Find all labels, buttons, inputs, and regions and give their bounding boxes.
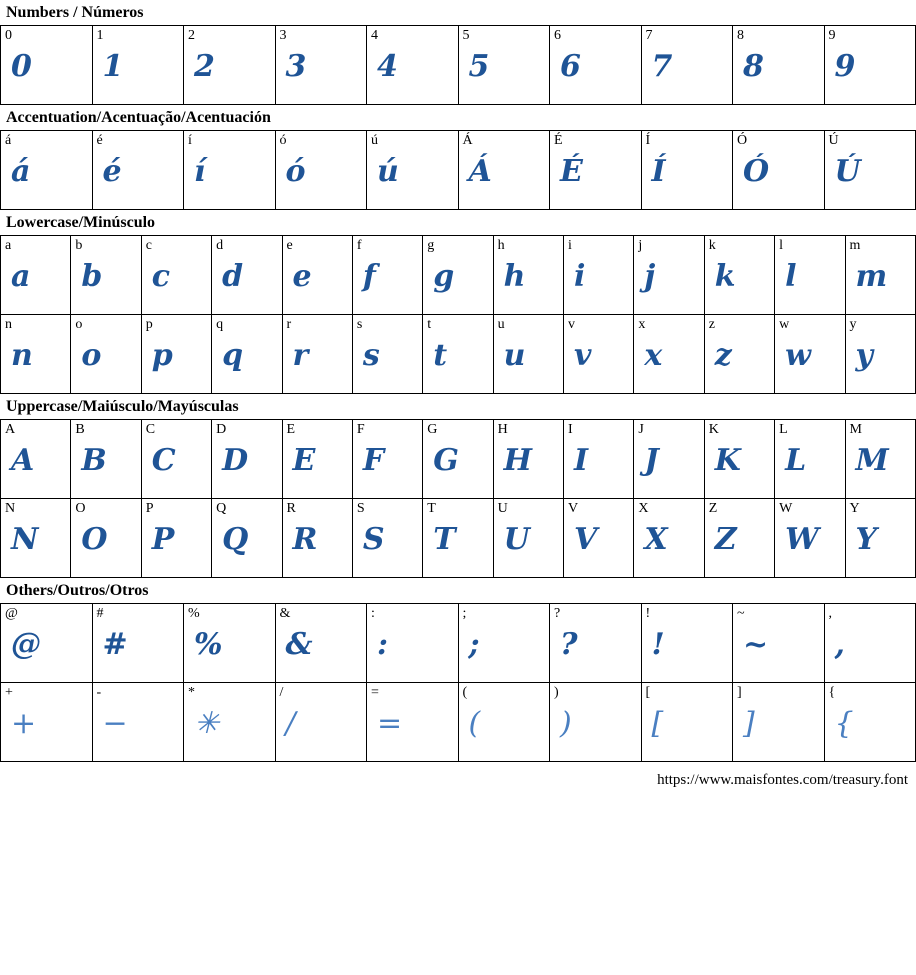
glyph-char-label: f <box>356 238 362 253</box>
glyph-sample: 7 <box>651 49 673 84</box>
glyph-sample: Ú <box>834 154 861 189</box>
glyph-char-label: m <box>849 238 861 253</box>
glyph-sample: N <box>11 522 39 557</box>
glyph-sample: 8 <box>743 49 764 84</box>
glyph-char-label: 7 <box>645 28 653 43</box>
glyph-cell[interactable] <box>493 315 563 394</box>
glyph-char-label: D <box>216 422 227 437</box>
glyph-cell[interactable] <box>282 315 352 394</box>
glyph-cell[interactable] <box>184 26 276 105</box>
glyph-sample: A <box>11 443 35 478</box>
glyph-char-label: í <box>188 133 192 148</box>
glyph-char-label: @ <box>5 606 18 621</box>
glyph-sample: X <box>644 522 668 557</box>
glyph-char-label: v <box>568 317 575 332</box>
glyph-char-label: & <box>279 606 291 621</box>
glyph-char-label: P <box>145 501 154 516</box>
glyph-sample: @ <box>11 627 41 662</box>
glyph-cell[interactable] <box>184 604 276 683</box>
glyph-sample: d <box>222 259 244 294</box>
glyph-cell[interactable] <box>71 236 141 315</box>
glyph-cell[interactable] <box>733 683 825 762</box>
glyph-sample: P <box>151 522 175 557</box>
glyph-sample: É <box>560 154 583 189</box>
glyph-char-label: M <box>849 422 862 437</box>
glyph-char-label: X <box>638 501 649 516</box>
glyph-row <box>1 420 916 499</box>
glyph-sample: I <box>574 443 589 478</box>
glyph-cell[interactable] <box>1 131 93 210</box>
glyph-sample: w <box>785 338 811 373</box>
glyph-sample: D <box>222 443 249 478</box>
glyph-sample: ? <box>560 627 578 662</box>
glyph-char-label: á <box>5 133 12 148</box>
glyph-sample: Á <box>468 154 492 189</box>
glyph-sample: T <box>433 522 456 557</box>
glyph-sample: o <box>81 338 102 373</box>
glyph-sample: # <box>102 627 128 662</box>
glyph-cell[interactable] <box>367 683 459 762</box>
glyph-cell[interactable] <box>1 315 71 394</box>
glyph-char-label: 1 <box>96 28 104 43</box>
glyph-sample: 9 <box>834 49 856 84</box>
glyph-sample: ó <box>285 154 306 189</box>
glyph-sample: v <box>574 338 592 373</box>
glyph-sample: K <box>714 443 741 478</box>
glyph-cell[interactable] <box>352 315 422 394</box>
glyph-char-label: ~ <box>737 606 745 621</box>
glyph-sample: Z <box>714 522 737 557</box>
glyph-cell[interactable] <box>564 315 634 394</box>
glyph-cell[interactable] <box>92 604 184 683</box>
glyph-sample: C <box>151 443 176 478</box>
glyph-char-label: i <box>568 238 572 253</box>
glyph-cell[interactable] <box>493 499 563 578</box>
glyph-char-label: z <box>708 317 715 332</box>
glyph-sample: − <box>102 706 128 741</box>
glyph-sample: 6 <box>560 49 581 84</box>
glyph-cell[interactable] <box>458 131 550 210</box>
glyph-char-label: % <box>188 606 200 621</box>
glyph-cell[interactable] <box>423 315 493 394</box>
glyph-sample: q <box>222 338 244 373</box>
glyph-cell[interactable] <box>634 420 704 499</box>
glyph-table <box>0 235 916 394</box>
glyph-char-label: ( <box>462 685 468 700</box>
glyph-char-label: 4 <box>371 28 378 43</box>
glyph-cell[interactable] <box>634 236 704 315</box>
glyph-cell[interactable] <box>845 315 916 394</box>
glyph-sample: / <box>285 706 296 741</box>
glyph-cell[interactable] <box>92 683 184 762</box>
glyph-sample: ! <box>651 627 665 662</box>
glyph-char-label: Z <box>708 501 718 516</box>
glyph-sample: á <box>11 154 31 189</box>
glyph-char-label: E <box>286 422 296 437</box>
glyph-sample: ) <box>560 706 572 741</box>
glyph-cell[interactable] <box>423 499 493 578</box>
glyph-char-label: , <box>828 606 832 621</box>
glyph-char-label: L <box>779 422 788 437</box>
glyph-sample: V <box>574 522 598 557</box>
glyph-char-label: a <box>5 238 12 253</box>
glyph-char-label: 6 <box>554 28 561 43</box>
glyph-char-label: C <box>145 422 156 437</box>
glyph-sample: ú <box>377 154 399 189</box>
glyph-sample: F <box>362 443 385 478</box>
glyph-sample: R <box>292 522 318 557</box>
glyph-cell[interactable] <box>458 604 550 683</box>
glyph-char-label: g <box>427 238 435 253</box>
glyph-cell[interactable] <box>564 420 634 499</box>
glyph-cell[interactable] <box>282 420 352 499</box>
glyph-char-label: * <box>188 685 195 700</box>
glyph-char-label: q <box>216 317 224 332</box>
glyph-char-label: é <box>96 133 103 148</box>
glyph-sample: e <box>292 259 312 294</box>
glyph-char-label: u <box>497 317 505 332</box>
glyph-cell[interactable] <box>1 683 93 762</box>
glyph-sample: E <box>292 443 316 478</box>
glyph-sample: Í <box>651 154 666 189</box>
glyph-cell[interactable] <box>212 499 282 578</box>
glyph-sample: p <box>151 338 173 373</box>
glyph-cell[interactable] <box>275 26 367 105</box>
glyph-char-label: ; <box>462 606 467 621</box>
glyph-cell[interactable] <box>775 236 845 315</box>
glyph-char-label: 8 <box>737 28 744 43</box>
glyph-sample: b <box>81 259 103 294</box>
glyph-char-label: n <box>5 317 12 332</box>
glyph-cell[interactable] <box>845 420 916 499</box>
glyph-sample: í <box>194 154 206 189</box>
glyph-sample: S <box>362 522 385 557</box>
glyph-char-label: # <box>96 606 104 621</box>
glyph-sample: : <box>377 627 389 662</box>
glyph-char-label: l <box>779 238 784 253</box>
glyph-char-label: O <box>75 501 86 516</box>
glyph-char-label: T <box>427 501 436 516</box>
glyph-sample: ] <box>743 706 755 741</box>
glyph-cell[interactable] <box>184 131 276 210</box>
glyph-cell[interactable] <box>71 315 141 394</box>
glyph-cell[interactable] <box>71 499 141 578</box>
glyph-cell[interactable] <box>564 236 634 315</box>
glyph-sample: j <box>644 259 656 294</box>
glyph-cell[interactable] <box>367 131 459 210</box>
glyph-cell[interactable] <box>641 683 733 762</box>
glyph-sample: 2 <box>194 49 215 84</box>
glyph-char-label: ] <box>737 685 742 700</box>
section-title: Lowercase/Minúsculo <box>6 214 156 231</box>
glyph-char-label: ) <box>554 685 559 700</box>
glyph-char-label: 9 <box>828 28 836 43</box>
glyph-cell[interactable] <box>352 499 422 578</box>
glyph-char-label: t <box>427 317 432 332</box>
glyph-char-label: Q <box>216 501 227 516</box>
glyph-char-label: V <box>568 501 579 516</box>
glyph-char-label: I <box>568 422 573 437</box>
glyph-sample: z <box>714 338 732 373</box>
glyph-cell[interactable] <box>641 604 733 683</box>
glyph-sample: a <box>11 259 31 294</box>
glyph-char-label: : <box>371 606 375 621</box>
glyph-char-label: Í <box>645 133 651 148</box>
glyph-char-label: A <box>5 422 16 437</box>
glyph-sample: k <box>714 259 736 294</box>
glyph-cell[interactable] <box>141 499 211 578</box>
glyph-char-label: ! <box>645 606 651 621</box>
glyph-char-label: F <box>356 422 365 437</box>
glyph-char-label: Ó <box>737 133 748 148</box>
glyph-char-label: U <box>497 501 508 516</box>
glyph-cell[interactable] <box>367 604 459 683</box>
glyph-char-label: H <box>497 422 508 437</box>
glyph-cell[interactable] <box>634 315 704 394</box>
glyph-char-label: j <box>638 238 643 253</box>
glyph-sample: & <box>285 627 313 662</box>
glyph-sample: 5 <box>468 49 490 84</box>
glyph-row <box>1 26 916 105</box>
glyph-char-label: - <box>96 685 102 700</box>
glyph-table <box>0 130 916 210</box>
glyph-row <box>1 315 916 394</box>
glyph-cell[interactable] <box>458 26 550 105</box>
glyph-cell[interactable] <box>634 499 704 578</box>
glyph-char-label: + <box>5 685 13 700</box>
glyph-cell[interactable] <box>212 236 282 315</box>
glyph-cell[interactable] <box>824 604 916 683</box>
glyph-row <box>1 499 916 578</box>
glyph-char-label: Á <box>462 133 473 148</box>
glyph-sample: l <box>785 259 797 294</box>
glyph-cell[interactable] <box>1 499 71 578</box>
glyph-char-label: w <box>779 317 790 332</box>
glyph-cell[interactable] <box>733 604 825 683</box>
glyph-cell[interactable] <box>141 420 211 499</box>
glyph-cell[interactable] <box>550 604 642 683</box>
glyph-cell[interactable] <box>1 420 71 499</box>
glyph-sample: { <box>834 706 854 741</box>
glyph-sample: é <box>102 154 122 189</box>
glyph-char-label: B <box>75 422 85 437</box>
glyph-cell[interactable] <box>641 131 733 210</box>
glyph-sample: H <box>503 443 532 478</box>
glyph-sample: i <box>574 259 586 294</box>
glyph-sample: [ <box>651 706 664 741</box>
glyph-char-label: / <box>279 685 284 700</box>
glyph-char-label: 3 <box>279 28 287 43</box>
glyph-cell[interactable] <box>550 131 642 210</box>
glyph-sample: s <box>362 338 380 373</box>
glyph-cell[interactable] <box>824 131 916 210</box>
section-title: Uppercase/Maiúsculo/Mayúsculas <box>6 398 239 415</box>
glyph-char-label: r <box>286 317 292 332</box>
glyph-cell[interactable] <box>212 420 282 499</box>
glyph-cell[interactable] <box>423 236 493 315</box>
glyph-char-label: G <box>427 422 438 437</box>
glyph-sample: Y <box>855 522 877 557</box>
glyph-sample: t <box>433 338 448 373</box>
glyph-cell[interactable] <box>733 26 825 105</box>
glyph-cell[interactable] <box>824 683 916 762</box>
glyph-cell[interactable] <box>824 26 916 105</box>
glyph-char-label: Y <box>849 501 860 516</box>
glyph-cell[interactable] <box>184 683 276 762</box>
glyph-cell[interactable] <box>845 499 916 578</box>
glyph-cell[interactable] <box>282 236 352 315</box>
glyph-sample: h <box>503 259 526 294</box>
glyph-sample: , <box>834 627 845 662</box>
glyph-row <box>1 604 916 683</box>
glyph-char-label: W <box>779 501 793 516</box>
glyph-cell[interactable] <box>141 236 211 315</box>
glyph-sample: u <box>503 338 526 373</box>
glyph-char-label: J <box>638 422 644 437</box>
glyph-char-label: b <box>75 238 83 253</box>
glyph-char-label: ó <box>279 133 287 148</box>
glyph-cell[interactable] <box>275 131 367 210</box>
glyph-cell[interactable] <box>775 499 845 578</box>
glyph-cell[interactable] <box>1 26 93 105</box>
glyph-cell[interactable] <box>282 499 352 578</box>
glyph-cell[interactable] <box>704 420 774 499</box>
glyph-sample: G <box>433 443 459 478</box>
glyph-sample: 1 <box>102 49 124 84</box>
glyph-sample: 4 <box>377 49 398 84</box>
glyph-char-label: k <box>708 238 716 253</box>
glyph-char-label: ? <box>554 606 561 621</box>
glyph-char-label: e <box>286 238 293 253</box>
glyph-char-label: Ú <box>828 133 839 148</box>
glyph-sample: 0 <box>11 49 32 84</box>
glyph-sample: W <box>785 522 819 557</box>
glyph-char-label: 5 <box>462 28 470 43</box>
glyph-sample: ✳ <box>194 706 220 741</box>
glyph-char-label: { <box>828 685 836 700</box>
glyph-char-label: = <box>371 685 379 700</box>
glyph-char-label: c <box>145 238 152 253</box>
glyph-cell[interactable] <box>141 315 211 394</box>
glyph-char-label: É <box>554 133 563 148</box>
glyph-sample: U <box>503 522 530 557</box>
glyph-table <box>0 603 916 762</box>
glyph-cell[interactable] <box>775 420 845 499</box>
glyph-char-label: h <box>497 238 505 253</box>
glyph-cell[interactable] <box>775 315 845 394</box>
glyph-char-label: ú <box>371 133 378 148</box>
glyph-sample: r <box>292 338 309 373</box>
glyph-char-label: p <box>145 317 153 332</box>
glyph-cell[interactable] <box>352 236 422 315</box>
glyph-cell[interactable] <box>845 236 916 315</box>
glyph-sample: + <box>11 706 37 741</box>
glyph-cell[interactable] <box>564 499 634 578</box>
glyph-cell[interactable] <box>92 26 184 105</box>
glyph-sample: m <box>855 259 888 294</box>
glyph-cell[interactable] <box>1 236 71 315</box>
glyph-row <box>1 236 916 315</box>
glyph-sample: = <box>377 706 403 741</box>
glyph-cell[interactable] <box>704 499 774 578</box>
glyph-sample: ~ <box>743 627 769 662</box>
glyph-sample: ; <box>468 627 480 662</box>
glyph-char-label: R <box>286 501 296 516</box>
glyph-cell[interactable] <box>1 604 93 683</box>
section-title: Numbers / Números <box>6 4 144 21</box>
glyph-char-label: y <box>849 317 857 332</box>
glyph-cell[interactable] <box>352 420 422 499</box>
glyph-sample: Ó <box>743 154 770 189</box>
glyph-char-label: x <box>638 317 646 332</box>
glyph-sample: L <box>785 443 807 478</box>
glyph-cell[interactable] <box>367 26 459 105</box>
section-title: Accentuation/Acentuação/Acentuación <box>6 109 271 126</box>
glyph-char-label: N <box>5 501 16 516</box>
glyph-sample: ( <box>468 706 481 741</box>
glyph-row <box>1 683 916 762</box>
glyph-sample: g <box>433 259 455 294</box>
glyph-sample: B <box>81 443 107 478</box>
section-title: Others/Outros/Otros <box>6 582 149 599</box>
glyph-sample: n <box>11 338 33 373</box>
glyph-sample: % <box>194 627 223 662</box>
glyph-sample: J <box>644 443 659 478</box>
glyph-sample: Q <box>222 522 249 557</box>
glyph-sample: y <box>855 338 873 373</box>
glyph-char-label: K <box>708 422 719 437</box>
glyph-cell[interactable] <box>423 420 493 499</box>
glyph-char-label: S <box>356 501 365 516</box>
glyph-cell[interactable] <box>733 131 825 210</box>
glyph-cell[interactable] <box>275 683 367 762</box>
glyph-char-label: 0 <box>5 28 12 43</box>
glyph-char-label: s <box>356 317 363 332</box>
glyph-cell[interactable] <box>550 683 642 762</box>
glyph-cell[interactable] <box>641 26 733 105</box>
glyph-cell[interactable] <box>493 236 563 315</box>
glyph-cell[interactable] <box>275 604 367 683</box>
glyph-sample: x <box>644 338 663 373</box>
glyph-char-label: [ <box>645 685 651 700</box>
glyph-row <box>1 131 916 210</box>
glyph-sample: M <box>855 443 889 478</box>
glyph-table <box>0 25 916 105</box>
glyph-cell[interactable] <box>493 420 563 499</box>
glyph-sample: f <box>362 259 376 294</box>
glyph-char-label: o <box>75 317 83 332</box>
glyph-cell[interactable] <box>212 315 282 394</box>
glyph-char-label: d <box>216 238 224 253</box>
source-url: https://www.maisfontes.com/treasury.font <box>657 772 908 788</box>
glyph-cell[interactable] <box>458 683 550 762</box>
glyph-sample: 3 <box>285 49 307 84</box>
glyph-table <box>0 419 916 578</box>
glyph-cell[interactable] <box>71 420 141 499</box>
glyph-cell[interactable] <box>92 131 184 210</box>
glyph-sample: c <box>151 259 171 294</box>
glyph-cell[interactable] <box>550 26 642 105</box>
glyph-char-label: 2 <box>188 28 195 43</box>
glyph-cell[interactable] <box>704 236 774 315</box>
glyph-sample: O <box>81 522 108 557</box>
glyph-cell[interactable] <box>704 315 774 394</box>
